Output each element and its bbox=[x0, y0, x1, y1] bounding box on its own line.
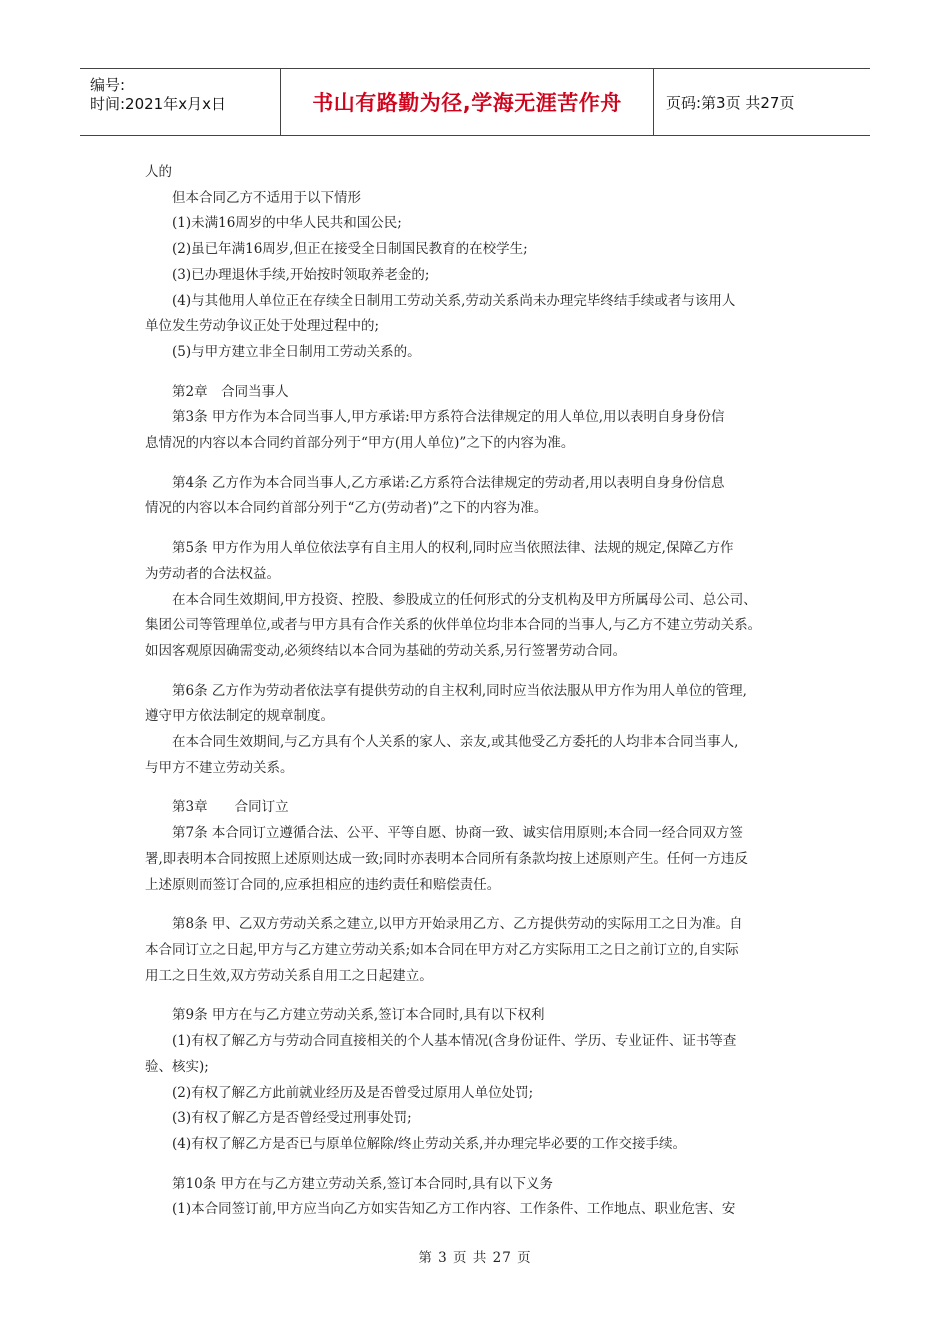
document-body bbox=[145, 160, 825, 1223]
body-line: (3)有权了解乙方是否曾经受过刑事处罚; bbox=[172, 1110, 412, 1127]
body-line: (2)虽已年满16周岁,但正在接受全日制国民教育的在校学生; bbox=[172, 241, 528, 258]
body-line: 但本合同乙方不适用于以下情形 bbox=[172, 189, 361, 206]
header-motto: 书山有路勤为径,学海无涯苦作舟 bbox=[281, 69, 654, 135]
body-line: 情况的内容以本合同约首部分列于“乙方(劳动者)”之下的内容为准。 bbox=[145, 500, 548, 517]
body-line: (3)已办理退休手续,开始按时领取养老金的; bbox=[172, 266, 430, 283]
body-line: 第6条 乙方作为劳动者依法享有提供劳动的自主权利,同时应当依法服从甲方作为用人单位的管理, bbox=[172, 682, 747, 699]
body-line: (1)本合同签订前,甲方应当向乙方如实告知乙方工作内容、工作条件、工作地点、职业危害、安 bbox=[172, 1201, 736, 1218]
body-line: (1)有权了解乙方与劳动合同直接相关的个人基本情况(含身份证件、学历、专业证件、证书等查 bbox=[172, 1033, 737, 1050]
body-line: 第2章 合同当事人 bbox=[172, 383, 289, 400]
date-label: 时间:2021年x月x日 bbox=[90, 95, 226, 113]
body-line: 上述原则而签订合同的,应承担相应的违约责任和赔偿责任。 bbox=[145, 876, 501, 893]
body-line: 为劳动者的合法权益。 bbox=[145, 565, 280, 582]
body-line: 署,即表明本合同按照上述原则达成一致;同时亦表明本合同所有条款均按上述原则产生。任何一方违反 bbox=[145, 850, 748, 867]
body-line: 第7条 本合同订立遵循合法、公平、平等自愿、协商一致、诚实信用原则;本合同一经合同双方签 bbox=[172, 825, 743, 842]
body-line: (2)有权了解乙方此前就业经历及是否曾受过原用人单位处罚; bbox=[172, 1084, 534, 1101]
body-line: 如因客观原因确需变动,必须终结以本合同为基础的劳动关系,另行签署劳动合同。 bbox=[145, 642, 627, 659]
body-line: (5)与甲方建立非全日制用工劳动关系的。 bbox=[172, 343, 421, 360]
body-line: 本合同订立之日起,甲方与乙方建立劳动关系;如本合同在甲方对乙方实际用工之日之前订立的,自实际 bbox=[145, 941, 739, 958]
body-line: 与甲方不建立劳动关系。 bbox=[145, 759, 294, 776]
body-line: 单位发生劳动争议正处于处理过程中的; bbox=[145, 318, 380, 335]
header-page-number: 页码:第3页 共27页 bbox=[666, 93, 795, 112]
body-line: 验、核实); bbox=[145, 1058, 209, 1075]
body-line: 第10条 甲方在与乙方建立劳动关系,签订本合同时,具有以下义务 bbox=[172, 1175, 554, 1192]
body-line: 在本合同生效期间,与乙方具有个人关系的家人、亲友,或其他受乙方委托的人均非本合同当事人, bbox=[172, 734, 739, 751]
body-line: 第8条 甲、乙双方劳动关系之建立,以甲方开始录用乙方、乙方提供劳动的实际用工之日为准。自 bbox=[172, 916, 743, 933]
body-line: 遵守甲方依法制定的规章制度。 bbox=[145, 708, 334, 725]
body-line: 第5条 甲方作为用人单位依法享有自主用人的权利,同时应当依照法律、法规的规定,保障乙方作 bbox=[172, 540, 734, 557]
body-line: 息情况的内容以本合同约首部分列于“甲方(用人单位)”之下的内容为准。 bbox=[145, 435, 575, 452]
body-line: 第3章 合同订立 bbox=[172, 799, 289, 816]
body-line: 人的 bbox=[145, 164, 172, 180]
body-line: (1)未满16周岁的中华人民共和国公民; bbox=[172, 215, 402, 232]
header-meta bbox=[80, 69, 281, 135]
body-line: 第9条 甲方在与乙方建立劳动关系,签订本合同时,具有以下权利 bbox=[172, 1007, 545, 1024]
body-line: (4)有权了解乙方是否已与原单位解除/终止劳动关系,并办理完毕必要的工作交接手续。 bbox=[172, 1135, 686, 1152]
page-footer: 第 3 页 共 27 页 bbox=[418, 1250, 532, 1266]
body-line: 集团公司等管理单位,或者与甲方具有合作关系的伙伴单位均非本合同的当事人,与乙方不建立劳动关系。 bbox=[145, 617, 762, 634]
body-line: 在本合同生效期间,甲方投资、控股、参股成立的任何形式的分支机构及甲方所属母公司、总公司、 bbox=[172, 591, 757, 608]
body-line: 第3条 甲方作为本合同当事人,甲方承诺:甲方系符合法律规定的用人单位,用以表明自身身份信 bbox=[172, 409, 725, 426]
body-line: (4)与其他用人单位正在存续全日制用工劳动关系,劳动关系尚未办理完毕终结手续或者与该用人 bbox=[172, 292, 736, 309]
body-line: 用工之日生效,双方劳动关系自用工之日起建立。 bbox=[145, 967, 433, 984]
serial-number-label: 编号: bbox=[90, 76, 126, 94]
page-header bbox=[80, 68, 870, 136]
body-line: 第4条 乙方作为本合同当事人,乙方承诺:乙方系符合法律规定的劳动者,用以表明自身身份信息 bbox=[172, 474, 725, 491]
